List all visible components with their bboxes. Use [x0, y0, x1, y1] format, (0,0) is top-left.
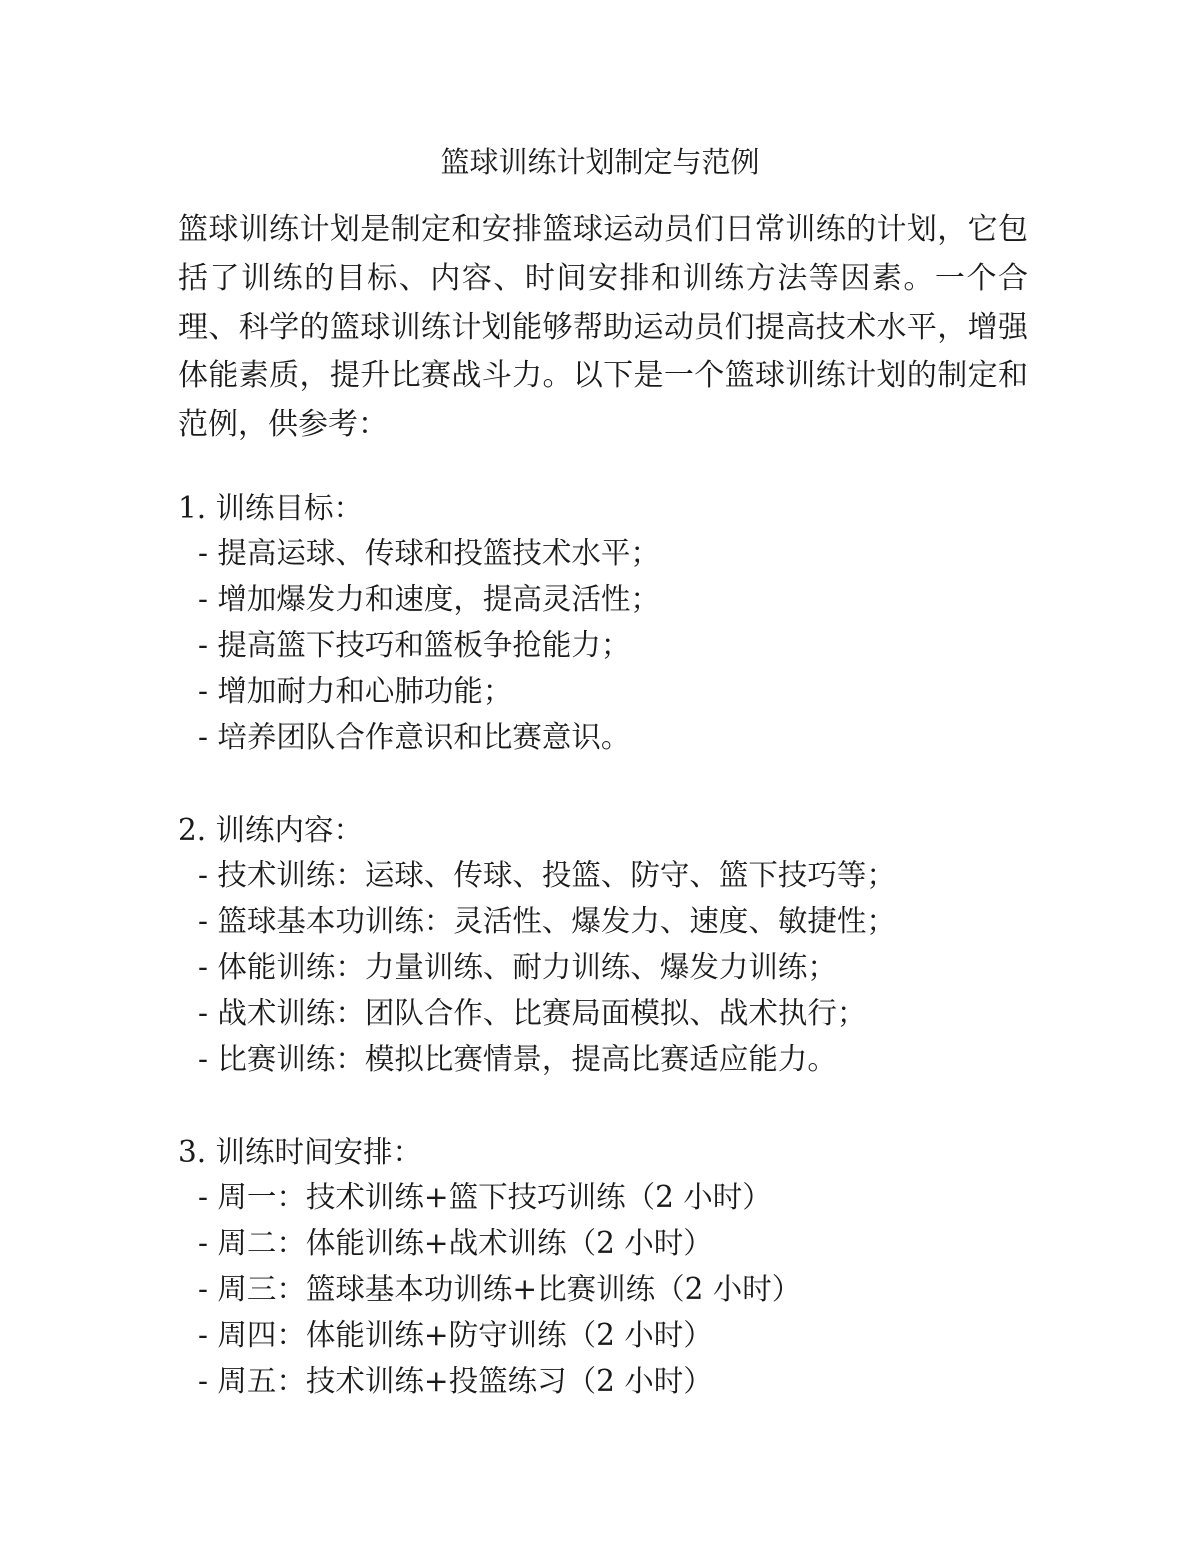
list-item: - 周四：体能训练+防守训练（2 小时）: [198, 1318, 713, 1352]
list-item: - 比赛训练：模拟比赛情景，提高比赛适应能力。: [198, 1042, 837, 1076]
section-training-content: [178, 808, 1038, 1082]
list-item: - 周一：技术训练+篮下技巧训练（2 小时）: [198, 1180, 772, 1214]
list-item: - 体能训练：力量训练、耐力训练、爆发力训练；: [198, 950, 837, 984]
intro-paragraph: 篮球训练计划是制定和安排篮球运动员们日常训练的计划，它包括了训练的目标、内容、时间安排和训练方法等因素。一个合理、科学的篮球训练计划能够帮助运动员们提高技术水平，增强体能素质，提升比赛战斗力。以下是一个篮球训练计划的制定和范例，供参考：: [178, 212, 1028, 443]
list-item: - 提高篮下技巧和篮板争抢能力；: [198, 628, 631, 662]
section-heading: 1. 训练目标：: [178, 491, 364, 525]
section-training-goals: [178, 486, 1038, 760]
section-heading: 3. 训练时间安排：: [178, 1135, 423, 1169]
list-item: - 培养团队合作意识和比赛意识。: [198, 720, 631, 754]
list-item: - 技术训练：运球、传球、投篮、防守、篮下技巧等；: [198, 858, 896, 892]
document-title: 篮球训练计划制定与范例: [440, 145, 760, 179]
list-item: - 增加耐力和心肺功能；: [198, 674, 513, 708]
section-heading: 2. 训练内容：: [178, 813, 364, 847]
list-item: - 周二：体能训练+战术训练（2 小时）: [198, 1226, 713, 1260]
list-item: - 增加爆发力和速度，提高灵活性；: [198, 582, 660, 616]
list-item: - 提高运球、传球和投篮技术水平；: [198, 536, 660, 570]
list-item: - 篮球基本功训练：灵活性、爆发力、速度、敏捷性；: [198, 904, 896, 938]
section-training-schedule: [178, 1130, 1038, 1404]
list-item: - 战术训练：团队合作、比赛局面模拟、战术执行；: [198, 996, 867, 1030]
list-item: - 周五：技术训练+投篮练习（2 小时）: [198, 1364, 713, 1398]
list-item: - 周三：篮球基本功训练+比赛训练（2 小时）: [198, 1272, 802, 1306]
